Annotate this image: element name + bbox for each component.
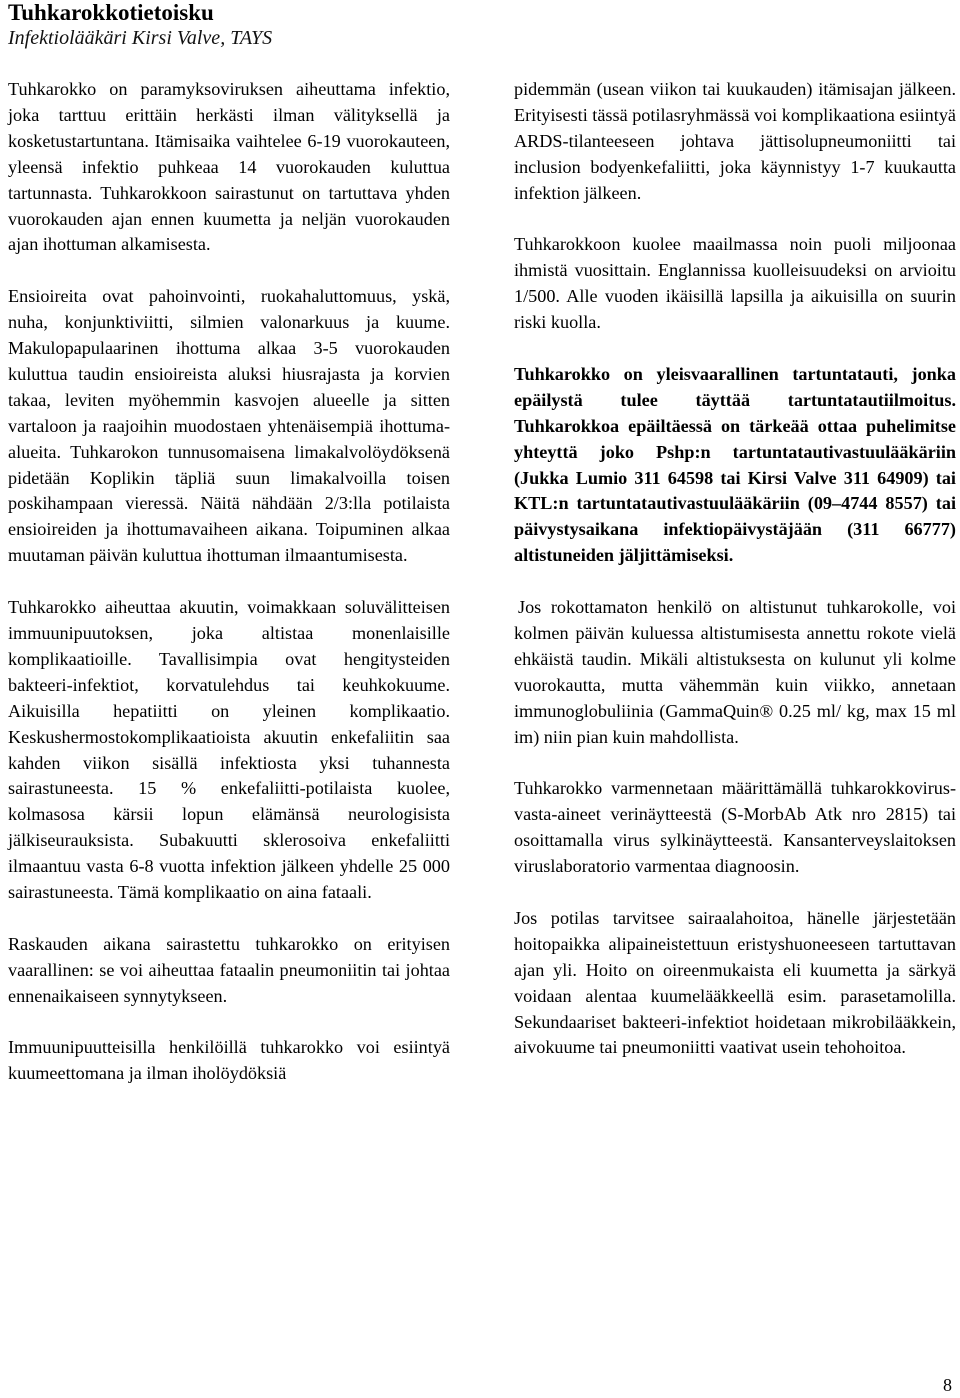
paragraph-exposure: Jos rokottamaton henkilö on altistunut tuhkarokolle, voi kolmen päivän kuluessa altistumisesta annettu rokote vielä ehkäistä taudin. Mikäli altistuksesta on kulunut yli kolme vuorokautta, mutta vähemmän kuin viikko, annetaan immunoglobuliinia (GammaQuin® 0.25 ml/ kg, max 15 ml im) niin pian kuin mahdollista. <box>514 597 956 747</box>
paragraph-pregnancy: Raskauden aikana sairastettu tuhkarokko on erityisen vaarallinen: se voi aiheuttaa fataalin pneumoniitin tai johtaa ennenaikaiseen synnytykseen. <box>8 933 450 1006</box>
document-author: Infektiolääkäri Kirsi Valve, TAYS <box>8 27 273 49</box>
paragraph-mortality: Tuhkarokkoon kuolee maailmassa noin puoli miljoonaa ihmistä vuosittain. Englannissa kuolleisuudeksi on arvioitu 1/500. Alle vuoden ikäisillä lapsilla ja aikuisilla on suurin riski kuolla. <box>514 234 956 333</box>
left-column <box>8 77 450 1113</box>
paragraph-symptoms: Ensioireita ovat pahoinvointi, ruokahaluttomuus, yskä, nuha, konjunktiviitti, silmien valonarkuus ja kuume. Makulopapulaarinen ihottuma alkaa 3-5 vuorokauden kuluttua taudin ensioireista aluksi hiusrajasta ja korvien takaa, leviten myöhemmin kasvojen alueelle ja sitten vartaloon ja raajoihin muodostaen yhtenäisempiä ihottuma-alueita. Tuhkarokon tunnusomaisena limakalvolöydöksenä pidetään Koplikin täpliä suun limakalvoilla toisen poskihampaan vieressä. Näitä nähdään 2/3:lla potilaista ensioireiden ja ihottumavaiheen aikana. Toipuminen alkaa muutaman päivän kuluttua ihottuman ilmaantumisesta. <box>8 286 450 566</box>
paragraph-diagnosis: Tuhkarokko varmennetaan määrittämällä tuhkarokkovirus-vasta-aineet verinäytteestä (S-MorbAb Atk nro 2815) tai osoittamalla virus sylkinäytteestä. Kansanterveyslaitoksen viruslaboratorio varmentaa diagnoosin. <box>514 778 956 877</box>
paragraph-immunodeficient: Immuunipuutteisilla henkilöillä tuhkarokko voi esiintyä kuumeettomana ja ilman iholöydöksiä <box>8 1037 450 1084</box>
paragraph-notification: Tuhkarokko on yleisvaarallinen tartuntatauti, jonka epäilystä tulee täyttää tartuntatautiilmoitus. Tuhkarokkoa epäiltäessä on tärkeää ottaa puhelimitse yhteyttä joko Pshp:n tartuntatautivastuulääkäriin (Jukka Lumio 311 64598 tai Kirsi Valve 311 64909) tai KTL:n tartuntatautivastuulääkäriin (09–4744 8557) tai päivystysaikana infektiopäivystäjään (311 66777) altistuneiden jäljittämiseksi. <box>514 363 956 566</box>
page-number: 8 <box>943 1375 952 1395</box>
right-column <box>514 77 956 1087</box>
paragraph-immunodeficient-cont: pidemmän (usean viikon tai kuukauden) itämisajan jälkeen. Erityisesti tässä potilasryhmässä voi komplikaationa esiintyä ARDS-tilanteeseen johtava jättisolupneumoniitti tai inclusion bodyenkefaliitti, joka käynnistyy 1-7 kuukautta infektion jälkeen. <box>514 79 956 203</box>
paragraph-complications: Tuhkarokko aiheuttaa akuutin, voimakkaan soluvälitteisen immuunipuutoksen, joka altistaa monenlaisille komplikaatioille. Tavallisimpia ovat hengitysteiden bakteeri-infektiot, korvatulehdus tai keuhkokuume. Aikuisilla hepatiitti on yleinen komplikaatio. Keskushermostokomplikaatioista akuutin enkefaliitin saa kahden viikon sisällä infektiosta yksi tuhannesta sairastuneesta. 15 % enkefaliitti-potilaista kuolee, kolmasosa kärsii lopun elämänsä neurologisista jälkiseurauksista. Subakuutti sklerosoiva enkefaliitti ilmaantuu vasta 6-8 vuotta infektion jälkeen yhdelle 25 000 sairastuneesta. Tämä komplikaatio on aina fataali. <box>8 597 450 903</box>
document-title: Tuhkarokkotietoisku <box>8 0 214 25</box>
document-header <box>8 0 272 50</box>
paragraph-intro: Tuhkarokko on paramyksoviruksen aiheuttama infektio, joka tarttuu erittäin herkästi ilman välityksellä ja kosketustartuntana. Itämisaika vaihtelee 6-19 vuorokauteen, yleensä infektio puhkeaa 14 vuorokauden kuluttua tartunnasta. Tuhkarokkoon sairastunut on tartuttava yhden vuorokauden ajan ennen kuumetta ja neljän vuorokauden ajan ihottuman alkamisesta. <box>8 79 450 255</box>
paragraph-treatment: Jos potilas tarvitsee sairaalahoitoa, hänelle järjestetään hoitopaikka alipaineistettuun eristyshuoneeseen tartuttavan ajan yli. Hoito on oireenmukaista eli kuumetta ja särkyä voidaan alentaa kuumelääkkeellä esim. parasetamolilla. Sekundaariset bakteeri-infektiot hoidetaan mikrobilääkkein, aivokuume tai pneumoniitti vaativat usein tehohoitoa. <box>514 907 956 1058</box>
